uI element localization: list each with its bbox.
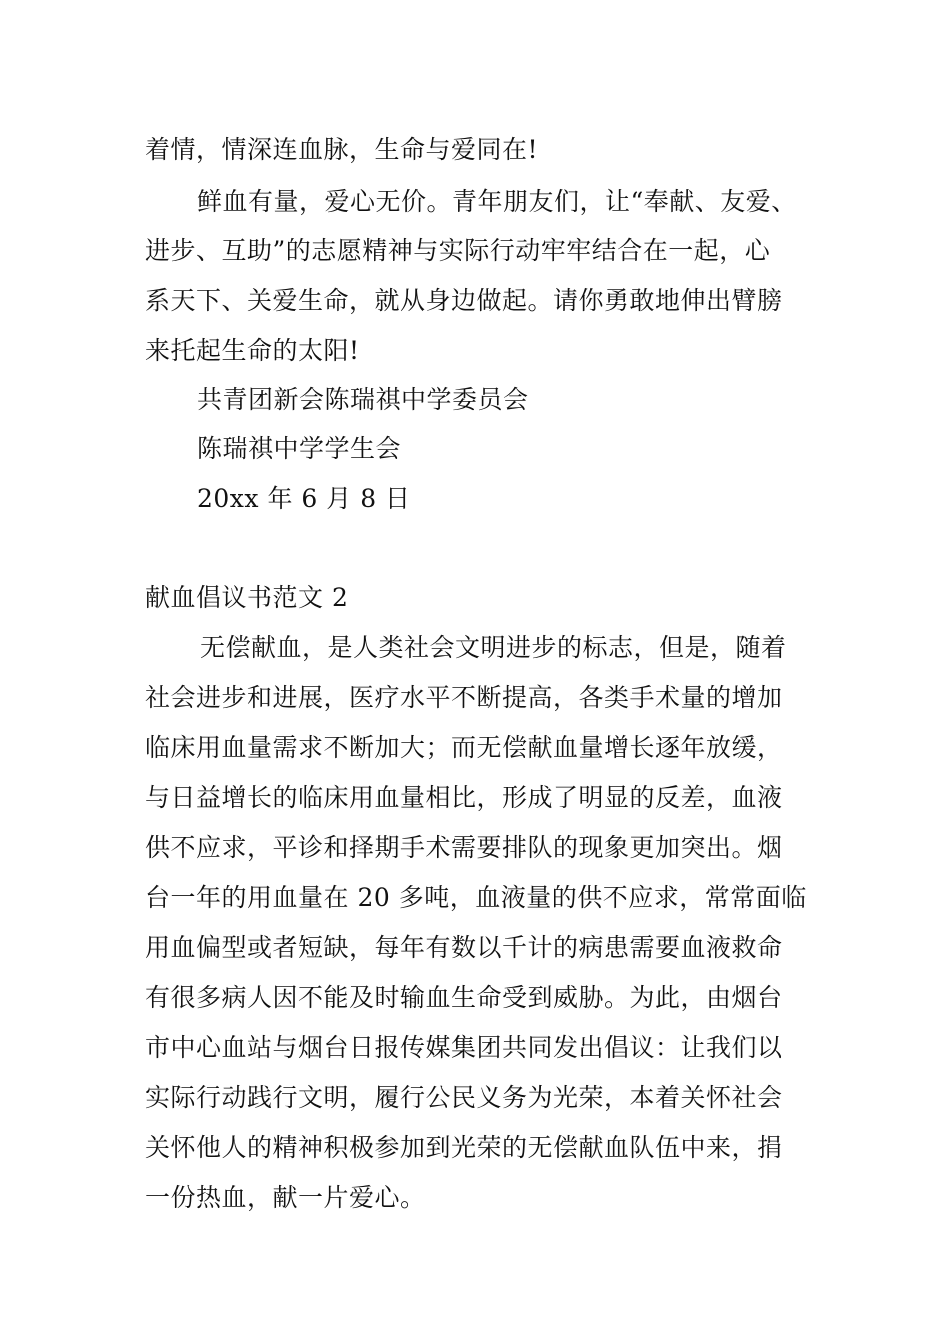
text-line: 关怀他人的精神积极参加到光荣的无偿献血队伍中来，捐 [145, 1133, 783, 1162]
signature-date: 20xx 年 6 月 8 日 [197, 484, 411, 513]
text-line: 系天下、关爱生命，就从身边做起。请你勇敢地伸出臂膀 [145, 286, 783, 315]
text-line: 实际行动践行文明，履行公民义务为光荣，本着关怀社会 [145, 1083, 783, 1112]
text-line: 一份热血，献一片爱心。 [145, 1183, 426, 1212]
signature-student-union: 陈瑞祺中学学生会 [197, 434, 402, 463]
text-line: 市中心血站与烟台日报传媒集团共同发出倡议：让我们以 [145, 1033, 783, 1062]
text-line: 台一年的用血量在 20 多吨，血液量的供不应求，常常面临 [145, 883, 807, 912]
text-line: 无偿献血，是人类社会文明进步的标志，但是，随着 [200, 633, 787, 662]
text-line: 供不应求，平诊和择期手术需要排队的现象更加突出。烟 [145, 833, 783, 862]
text-line: 着情，情深连血脉，生命与爱同在! [145, 135, 539, 164]
text-line: 有很多病人因不能及时输血生命受到威胁。为此，由烟台 [145, 983, 783, 1012]
signature-organization: 共青团新会陈瑞祺中学委员会 [197, 385, 529, 414]
text-line: 用血偏型或者短缺，每年有数以千计的病患需要血液救命 [145, 933, 783, 962]
text-line: 社会进步和进展，医疗水平不断提高，各类手术量的增加 [145, 683, 783, 712]
text-line: 来托起生命的太阳! [145, 336, 360, 365]
text-line: 进步、互助”的志愿精神与实际行动牢牢结合在一起，心 [145, 236, 771, 265]
text-line: 鲜血有量，爱心无价。青年朋友们，让“奉献、友爱、 [197, 187, 797, 216]
text-line: 临床用血量需求不断加大；而无偿献血量增长逐年放缓， [145, 733, 783, 762]
text-line: 与日益增长的临床用血量相比，形成了明显的反差，血液 [145, 783, 783, 812]
section-title: 献血倡议书范文 2 [145, 583, 349, 612]
